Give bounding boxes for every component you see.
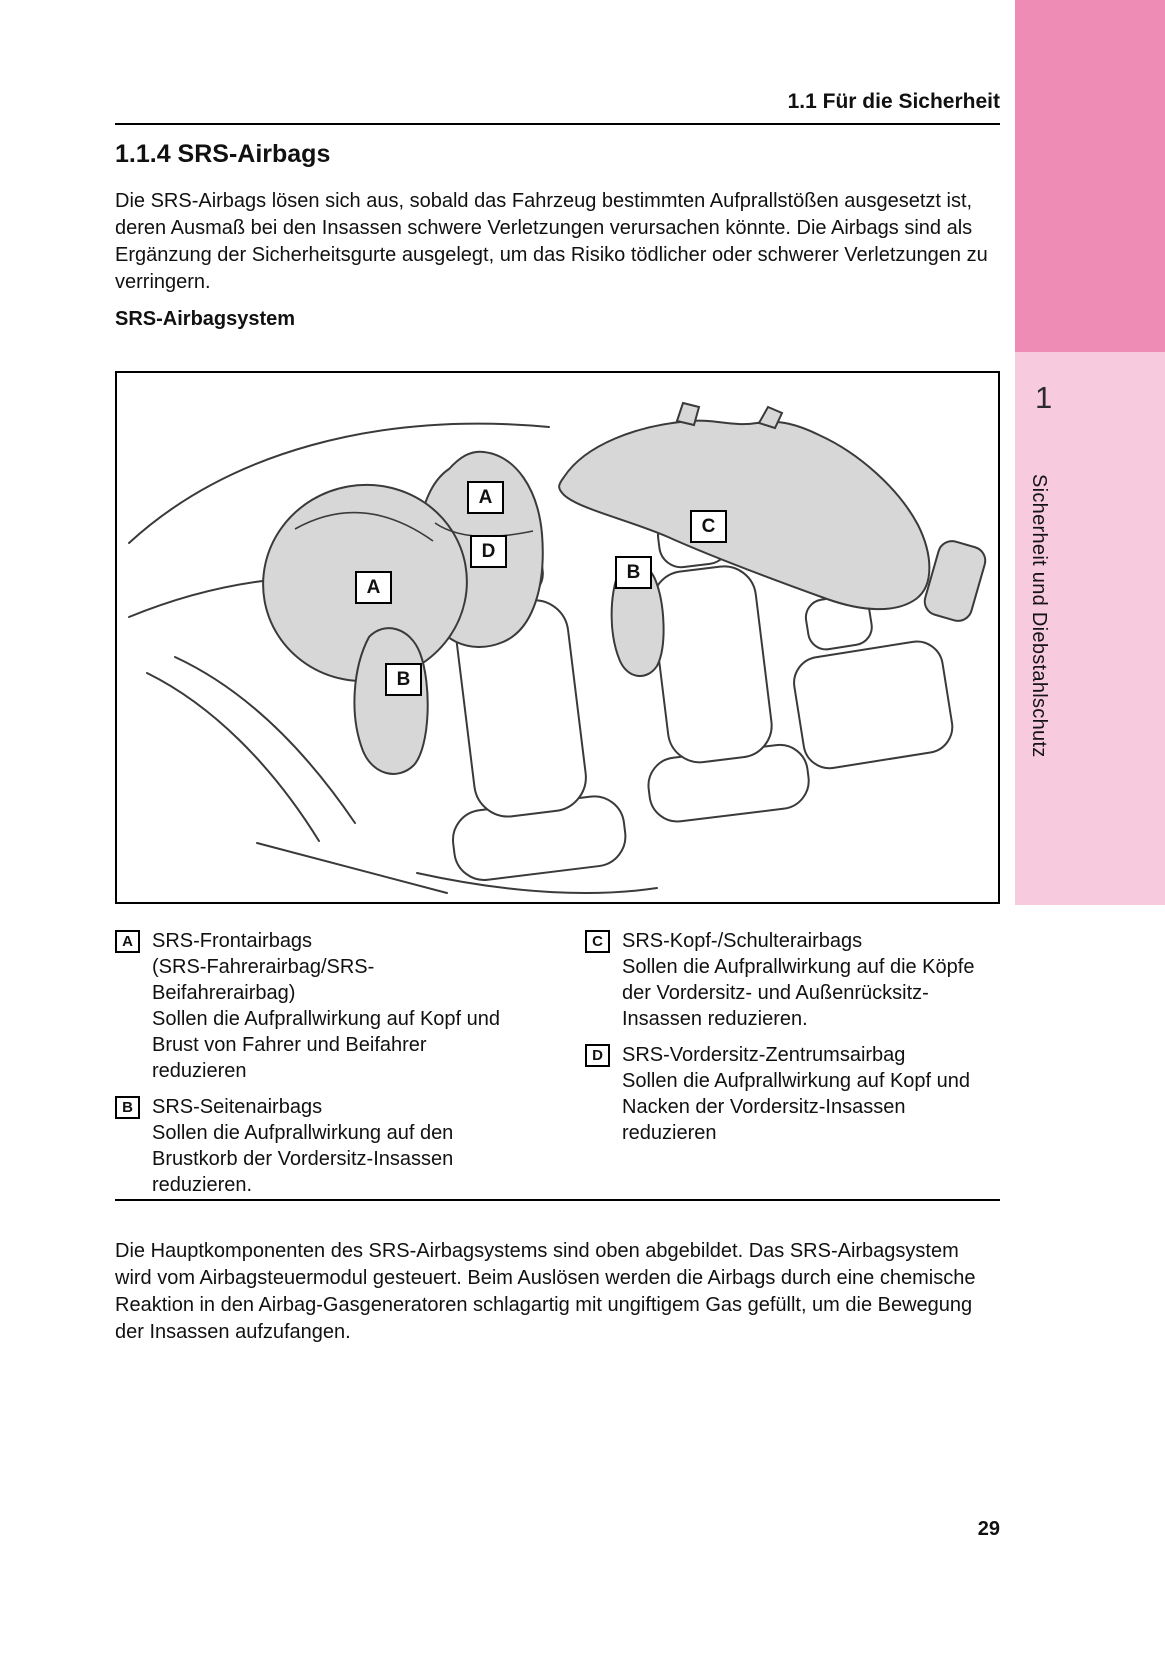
legend-text-d [622,1042,990,1146]
legend-sub: (SRS-Fahrerairbag/SRS-Beifahrerairbag) [152,956,375,1004]
legend-text-a [152,928,512,1084]
legend-key-b: B [115,1096,140,1119]
legend-desc: Sollen die Aufprallwirkung auf Kopf und Brust von Fahrer und Beifahrer reduzieren [152,1008,501,1082]
figure-label-side-airbag-left: B [385,663,422,696]
legend-column-right [585,928,995,1156]
header-rule [115,123,1000,125]
legend-desc: Sollen die Aufprallwirkung auf die Köpfe der Vordersitz- und Außenrücksitz-Insassen reduzieren. [622,956,975,1030]
legend-desc: Sollen die Aufprallwirkung auf den Brustkorb der Vordersitz-Insassen reduzieren. [152,1122,454,1196]
figure-label-curtain-airbag: C [690,510,727,543]
figure-label-center-airbag: D [470,535,507,568]
section-title: 1.1.4 SRS-Airbags [115,140,331,168]
running-header: 1.1 Für die Sicherheit [787,90,1000,113]
legend-item-d [585,1042,995,1146]
legend-item-b [115,1094,515,1198]
legend-key-d: D [585,1044,610,1067]
chapter-number: 1 [1035,380,1053,415]
airbag-figure [115,371,1000,904]
figure-label-driver-airbag: A [355,571,392,604]
legend-title: SRS-Kopf-/Schulterairbags [622,930,863,952]
legend-item-a [115,928,515,1084]
page-number: 29 [977,1518,1000,1540]
chapter-title-vertical: Sicherheit und Diebstahlschutz [1028,474,1050,758]
sidebar-accent-bar [1015,0,1165,352]
legend-text-b [152,1094,512,1198]
legend-desc: Sollen die Aufprallwirkung auf Kopf und Nacken der Vordersitz-Insassen reduzieren [622,1070,971,1144]
legend-bottom-rule [115,1199,1000,1201]
closing-paragraph: Die Hauptkomponenten des SRS-Airbagsystems sind oben abgebildet. Das SRS-Airbagsystem wird vom Airbagsteuermodul gesteuert. Beim Auslösen werden die Airbags durch eine chemische Reaktion in den Airbag-Gasgeneratoren schlagartig mit ungiftigem Gas gefüllt, um die Bewegung der Insassen aufzufangen. [115,1240,976,1343]
airbag-illustration [117,373,998,902]
figure-label-front-passenger-airbag: A [467,481,504,514]
legend-item-c [585,928,995,1032]
legend-text-c [622,928,990,1032]
legend-title: SRS-Vordersitz-Zentrumsairbag [622,1044,906,1066]
legend-title: SRS-Seitenairbags [152,1096,323,1118]
chapter-tab [1015,352,1165,905]
intro-paragraph: Die SRS-Airbags lösen sich aus, sobald das Fahrzeug bestimmten Aufprallstößen ausgesetzt ist, deren Ausmaß bei den Insassen schwere Verletzungen verursachen könnte. Die Airbags sind als Ergänzung der Sicherheitsgurte ausgelegt, um das Risiko tödlicher oder schwerer Verletzungen zu verringern. [115,190,988,293]
figure-label-side-airbag-right: B [615,556,652,589]
legend-column-left [115,928,515,1208]
legend-key-c: C [585,930,610,953]
legend-title: SRS-Frontairbags [152,930,313,952]
legend-key-a: A [115,930,140,953]
figure-heading: SRS-Airbagsystem [115,308,296,330]
